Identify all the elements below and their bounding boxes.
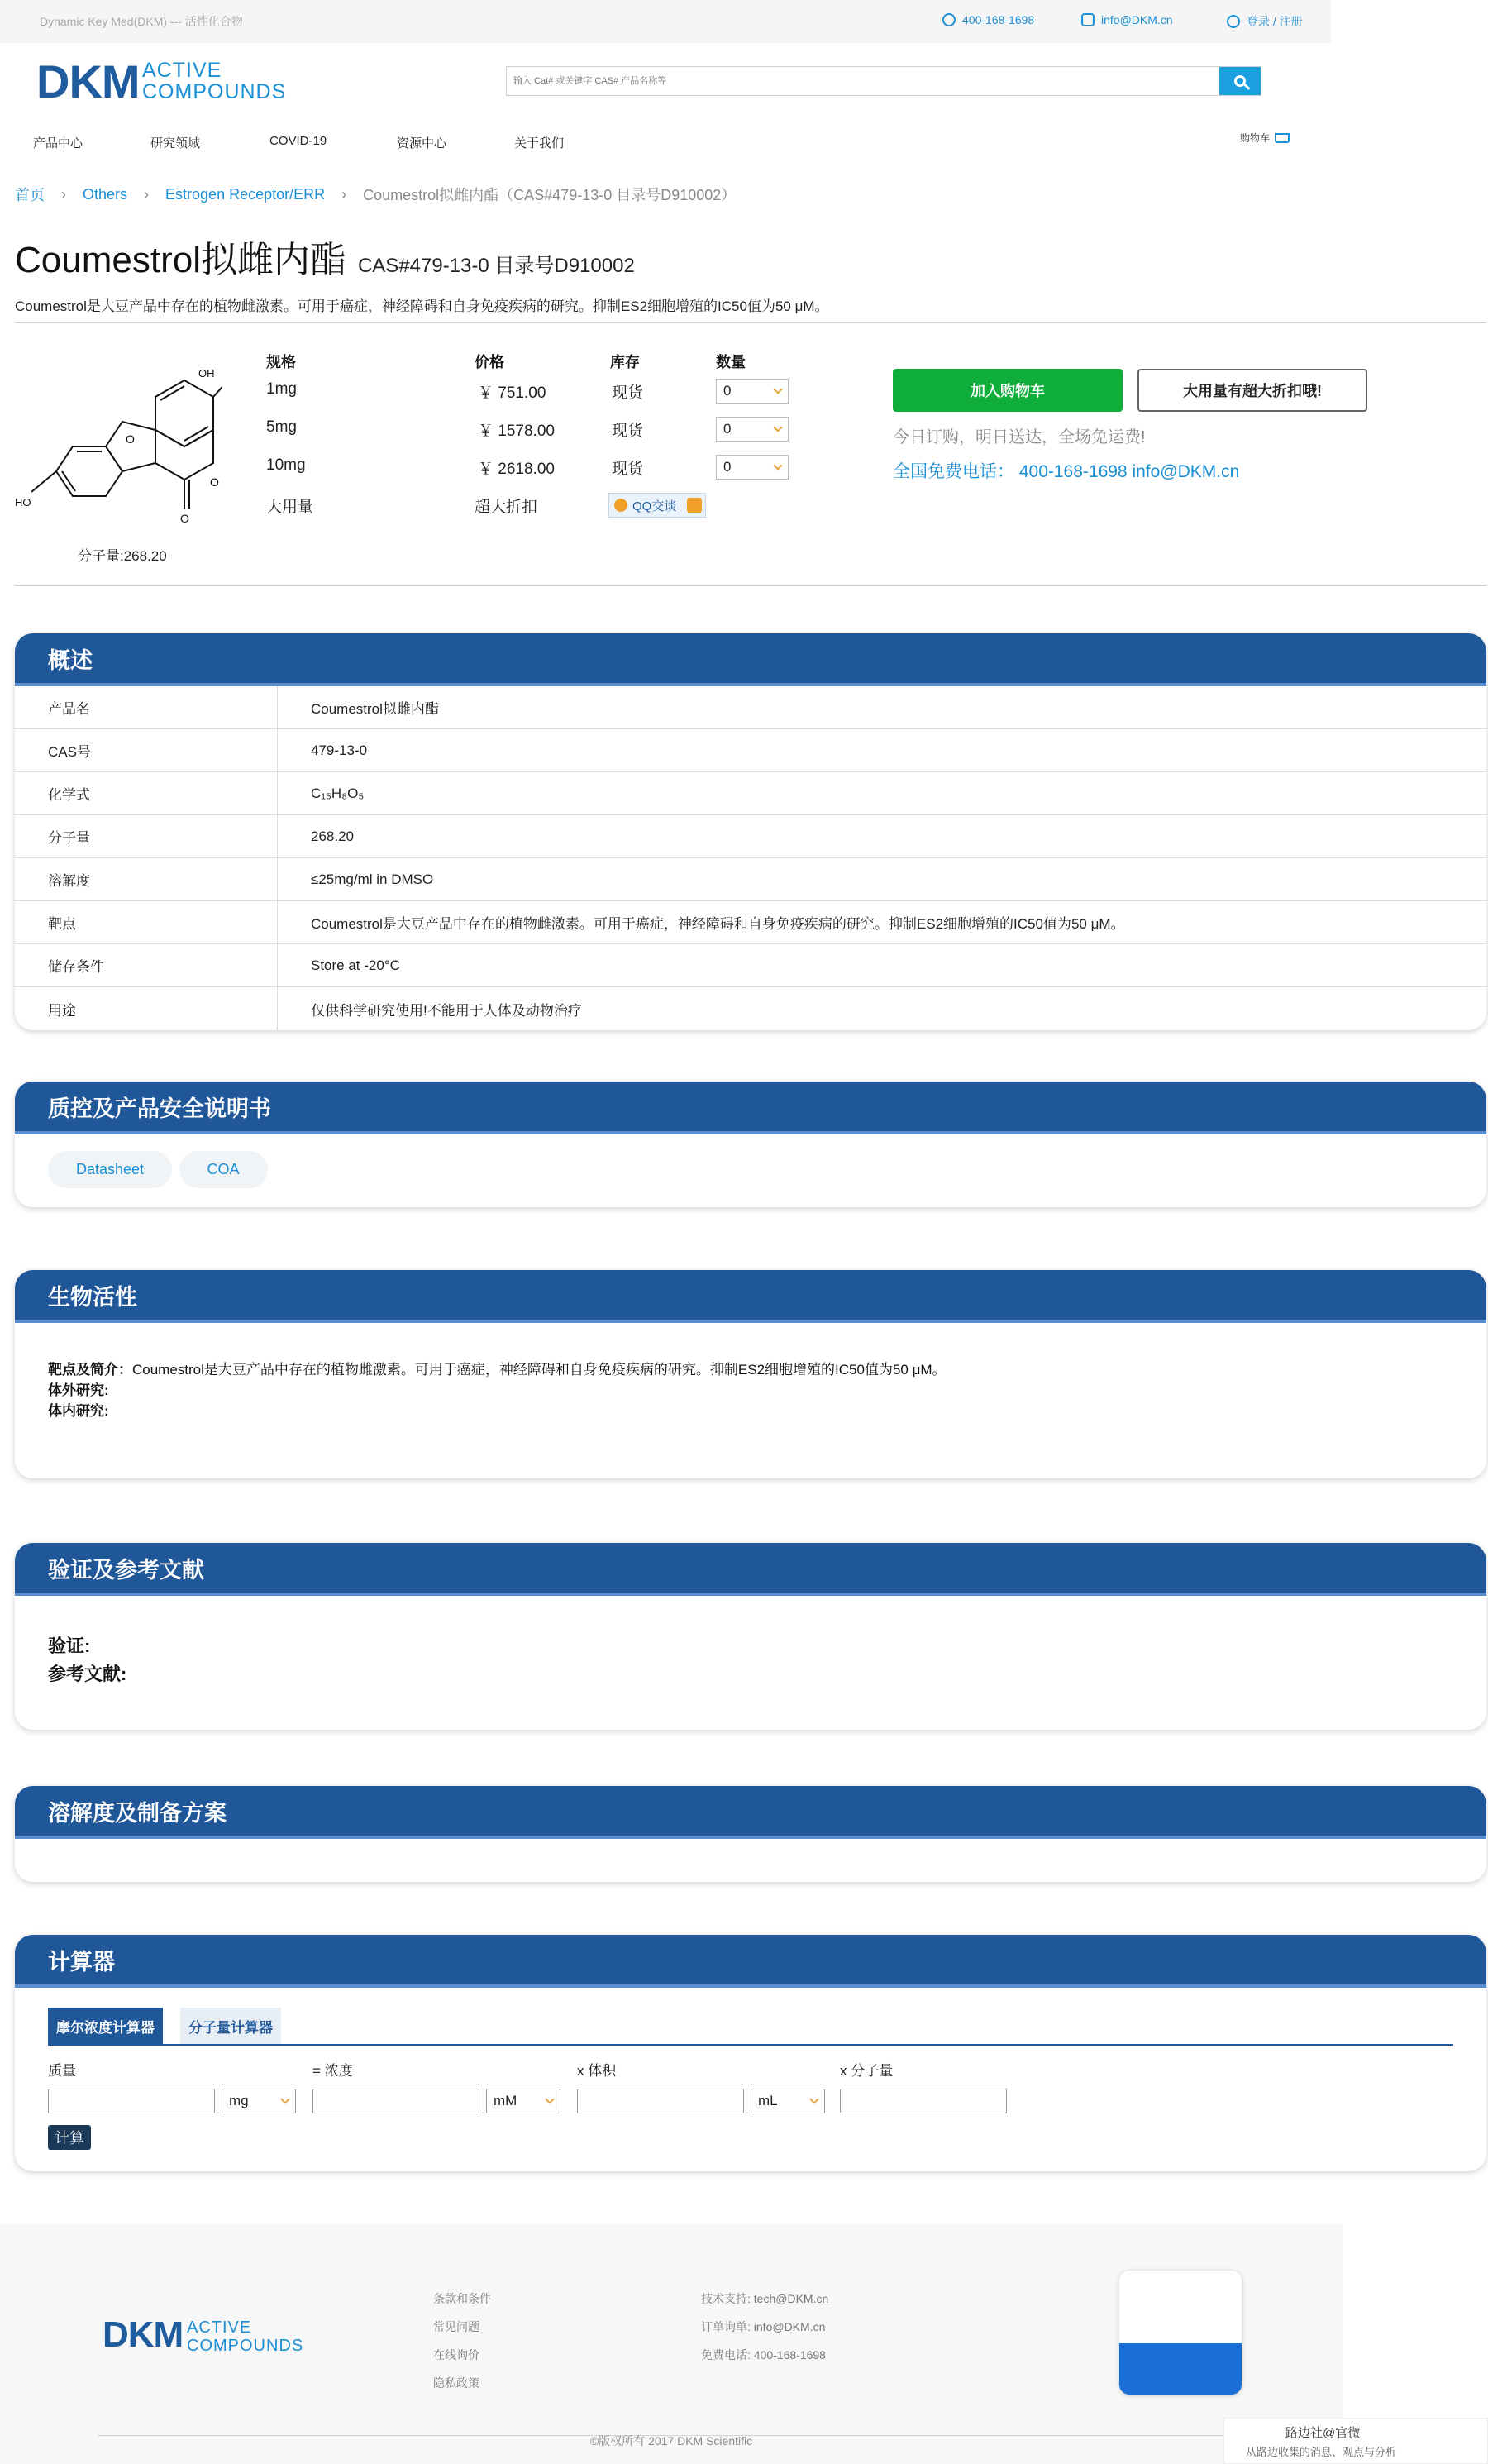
phone-link[interactable] (942, 13, 1034, 26)
search-box (506, 66, 1261, 96)
qr-widget[interactable] (1119, 2271, 1242, 2395)
bio-body (15, 1323, 1486, 1421)
label-oh-bottom: HO (15, 496, 31, 509)
quality-card (15, 1082, 1486, 1207)
breadcrumb-others[interactable]: Others (83, 185, 128, 203)
bond (160, 386, 184, 400)
concentration-unit-select[interactable] (486, 2089, 560, 2113)
bond (184, 427, 208, 441)
concentration-input[interactable] (312, 2089, 479, 2113)
col-price: 价格 (475, 354, 504, 370)
product-cas: CAS#479-13-0 目录号D910002 (357, 255, 635, 277)
add-to-cart-button[interactable]: 加入购物车 (893, 369, 1123, 412)
nav-products[interactable]: 产品中心 (33, 136, 83, 150)
chevron-down-icon (773, 461, 782, 470)
chevron-down-icon (545, 2094, 554, 2103)
label-o-ring: O (210, 475, 219, 489)
mass-input[interactable] (48, 2089, 215, 2113)
qq-icon (614, 499, 627, 512)
product-name: Coumestrol拟雌内酯 (15, 240, 346, 280)
ring-bottom (56, 446, 122, 496)
refs-card (15, 1543, 1486, 1730)
breadcrumb (15, 184, 736, 205)
watermark-badge (1223, 2418, 1488, 2464)
calc-label-mass: 质量 (48, 2063, 76, 2079)
footer-logo[interactable] (103, 2315, 334, 2357)
cart-text: 购物车 (1240, 132, 1271, 144)
overview-value: C₁₅H₈O₅ (311, 785, 365, 801)
nav-research[interactable]: 研究领域 (150, 136, 201, 150)
overview-value: 仅供科学研究使用!不能用于人体及动物治疗 (311, 1002, 582, 1019)
mass-unit-select[interactable] (222, 2089, 296, 2113)
qq-chat-button[interactable] (608, 493, 706, 518)
qr-bar (1119, 2343, 1242, 2395)
page-title (15, 230, 635, 283)
row-price: ￥ 751.00 (478, 384, 546, 402)
user-icon (1227, 15, 1240, 28)
top-bar (0, 0, 1331, 43)
row-spec: 5mg (266, 418, 297, 436)
copyright: ©版权所有 2017 DKM Scientific (589, 2434, 753, 2447)
verify-label: 验证: (48, 1636, 91, 1656)
breadcrumb-separator: › (144, 185, 150, 203)
label-o-carbonyl: O (180, 512, 189, 525)
volume-unit-select[interactable] (751, 2089, 825, 2113)
qr-area (1119, 2271, 1242, 2343)
tab-molecular-weight[interactable]: 分子量计算器 (180, 2008, 281, 2044)
qq-label: QQ交谈 (632, 499, 677, 513)
search-input[interactable] (507, 67, 1219, 95)
row-price: ￥ 2618.00 (478, 461, 555, 478)
overview-row (15, 686, 1486, 729)
calculator-card (15, 1935, 1486, 2171)
concentration-unit: mM (494, 2093, 517, 2108)
chevron-down-icon (809, 2094, 818, 2103)
email-link[interactable] (1081, 13, 1173, 26)
solubility-card (15, 1786, 1486, 1882)
row-stock: 现货 (612, 423, 644, 440)
bio-target-text: Coumestrol是大豆产品中存在的植物雌激素。可用于癌症，神经障碍和自身免疫疾病的研究。抑制ES2细胞增殖的IC50值为50 μM。 (132, 1362, 947, 1378)
nav-resources[interactable]: 资源中心 (397, 136, 447, 150)
bio-invivo-label: 体内研究: (48, 1403, 109, 1419)
overview-key: 溶解度 (15, 858, 278, 900)
tab-molarity[interactable]: 摩尔浓度计算器 (48, 2008, 163, 2044)
login-link[interactable] (1227, 13, 1303, 30)
col-spec: 规格 (266, 354, 296, 370)
datasheet-link[interactable]: Datasheet (48, 1151, 172, 1188)
qty-value: 0 (723, 459, 732, 475)
phone-text: 400-168-1698 (962, 13, 1035, 26)
row-price: ￥ 1578.00 (478, 423, 555, 440)
label-oh-top: OH (198, 367, 215, 380)
volume-unit: mL (758, 2093, 778, 2108)
overview-key: CAS号 (15, 729, 278, 771)
cart-icon (1275, 133, 1290, 143)
calc-label-volume: x 体积 (577, 2063, 617, 2079)
footer-terms[interactable]: 条款和条件 (433, 2292, 491, 2305)
label-o-furan: O (126, 432, 135, 446)
col-qty: 数量 (716, 354, 746, 370)
watermark-subtitle: 从路边收集的消息、观点与分析 (1246, 2446, 1397, 2458)
overview-value: ≤25mg/ml in DMSO (311, 871, 434, 887)
overview-key: 储存条件 (15, 944, 278, 986)
calculator-header: 计算器 (15, 1935, 1486, 1988)
bulk-discount-button[interactable]: 大用量有超大折扣哦! (1137, 369, 1367, 412)
qty-select[interactable] (716, 417, 789, 442)
structure-diagram (15, 347, 222, 546)
overview-row (15, 815, 1486, 858)
logo-dkm: DKM (36, 55, 140, 107)
nav-about[interactable]: 关于我们 (514, 136, 565, 150)
search-icon (1234, 75, 1246, 87)
mail-icon (1081, 13, 1095, 26)
login-text: 登录 / 注册 (1247, 15, 1303, 28)
breadcrumb-home[interactable]: 首页 (15, 187, 45, 203)
breadcrumb-category[interactable]: Estrogen Receptor/ERR (165, 185, 326, 203)
row-price: 超大折扣 (475, 499, 538, 516)
overview-key: 化学式 (15, 772, 278, 814)
calculate-button[interactable]: 计算 (48, 2125, 91, 2150)
divider (15, 322, 1486, 323)
overview-row (15, 944, 1486, 987)
breadcrumb-separator: › (341, 185, 347, 203)
overview-row (15, 901, 1486, 944)
promo-text: 今日订购，明日送达，全场免运费! (893, 428, 1146, 446)
phone-icon (942, 13, 956, 26)
quality-header: 质控及产品安全说明书 (15, 1082, 1486, 1134)
overview-key: 靶点 (15, 901, 278, 943)
ring-top (155, 380, 213, 446)
footer-privacy[interactable]: 隐私政策 (433, 2376, 479, 2390)
calc-label-mw: x 分子量 (840, 2063, 894, 2079)
footer-logo-compounds: COMPOUNDS (187, 2337, 304, 2355)
refs-label: 参考文献: (48, 1664, 127, 1684)
brand-tagline: Dynamic Key Med(DKM) --- 活性化合物 (40, 15, 243, 28)
overview-card (15, 633, 1486, 1030)
volume-input[interactable] (577, 2089, 744, 2113)
chevron-down-icon (773, 423, 782, 432)
divider (15, 585, 1486, 586)
overview-row (15, 987, 1486, 1030)
logo-active: ACTIVE (142, 59, 222, 82)
overview-key: 分子量 (15, 815, 278, 857)
overview-value: 268.20 (311, 828, 354, 844)
calc-label-concentration: = 浓度 (312, 2063, 353, 2079)
row-stock: 现货 (612, 461, 644, 478)
overview-row (15, 729, 1486, 772)
footer-logo-active: ACTIVE (187, 2318, 252, 2337)
bond-oh-top (213, 380, 222, 397)
bond (62, 471, 75, 491)
bio-invitro (48, 1380, 1453, 1401)
overview-value: Coumestrol拟雌内酯 (311, 701, 439, 717)
mass-unit: mg (229, 2093, 249, 2108)
calc-tabs (48, 2008, 1453, 2046)
nav-covid[interactable]: COVID-19 (269, 134, 327, 148)
product-summary: Coumestrol是大豆产品中存在的植物雌激素。可用于癌症，神经障碍和自身免疫疾病的研究。抑制ES2细胞增殖的IC50值为50 μM。 (15, 298, 829, 314)
bio-invivo (48, 1401, 1453, 1421)
col-stock: 库存 (610, 354, 640, 370)
qty-value: 0 (723, 421, 732, 437)
breadcrumb-separator: › (61, 185, 66, 203)
doc-links (15, 1134, 1486, 1205)
row-spec: 大用量 (266, 499, 314, 516)
bio-header: 生物活性 (15, 1270, 1486, 1323)
breadcrumb-current: Coumestrol拟雌内酯（CAS#479-13-0 目录号D910002） (363, 187, 737, 203)
footer-inquiry[interactable]: 在线询价 (433, 2348, 479, 2361)
overview-row (15, 858, 1486, 901)
footer-faq[interactable]: 常见问题 (433, 2320, 479, 2333)
refs-body (15, 1596, 1486, 1688)
qty-value: 0 (723, 383, 732, 399)
cart-link[interactable] (1240, 131, 1290, 145)
search-button[interactable] (1219, 67, 1261, 95)
footer-order: 订单询单: info@DKM.cn (701, 2320, 826, 2333)
overview-key: 产品名 (15, 686, 278, 728)
overview-value: 479-13-0 (311, 742, 368, 758)
row-spec: 10mg (266, 456, 306, 474)
overview-row (15, 772, 1486, 815)
email-text: info@DKM.cn (1101, 13, 1173, 26)
watermark-title: 路边社@官微 (1285, 2426, 1361, 2440)
qty-select[interactable] (716, 379, 789, 404)
chevron-down-icon (773, 384, 782, 394)
overview-header: 概述 (15, 633, 1486, 686)
ring-furan (106, 422, 155, 471)
footer-phone: 免费电话: 400-168-1698 (701, 2348, 826, 2361)
overview-key: 用途 (15, 987, 278, 1030)
check-icon (687, 498, 702, 513)
refs-header: 验证及参考文献 (15, 1543, 1486, 1596)
solubility-header: 溶解度及制备方案 (15, 1786, 1486, 1839)
footer-tech-support: 技术支持: tech@DKM.cn (701, 2292, 829, 2305)
bond-oh-bottom (31, 471, 56, 492)
bio-target (48, 1359, 1453, 1380)
row-stock: 现货 (612, 384, 644, 402)
bio-card (15, 1270, 1486, 1478)
main-nav (0, 126, 1331, 159)
bio-invitro-label: 体外研究: (48, 1382, 109, 1398)
overview-value: Store at -20°C (311, 957, 400, 973)
mw-input[interactable] (840, 2089, 1007, 2113)
logo-compounds: COMPOUNDS (142, 80, 287, 103)
footer-logo-dkm: DKM (103, 2314, 184, 2355)
ring-middle (155, 430, 213, 480)
bio-target-label: 靶点及简介： (48, 1362, 132, 1378)
site-logo[interactable] (36, 55, 293, 107)
qty-select[interactable] (716, 455, 789, 480)
row-spec: 1mg (266, 380, 297, 398)
overview-value: Coumestrol是大豆产品中存在的植物雌激素。可用于癌症，神经障碍和自身免疫疾病的研究。抑制ES2细胞增殖的IC50值为50 μM。 (311, 916, 1125, 932)
molecular-weight-label: 分子量:268.20 (78, 548, 167, 564)
chevron-down-icon (280, 2094, 289, 2103)
coa-link[interactable]: COA (179, 1151, 268, 1188)
hotline-text: 全国免费电话： 400-168-1698 info@DKM.cn (893, 462, 1240, 481)
